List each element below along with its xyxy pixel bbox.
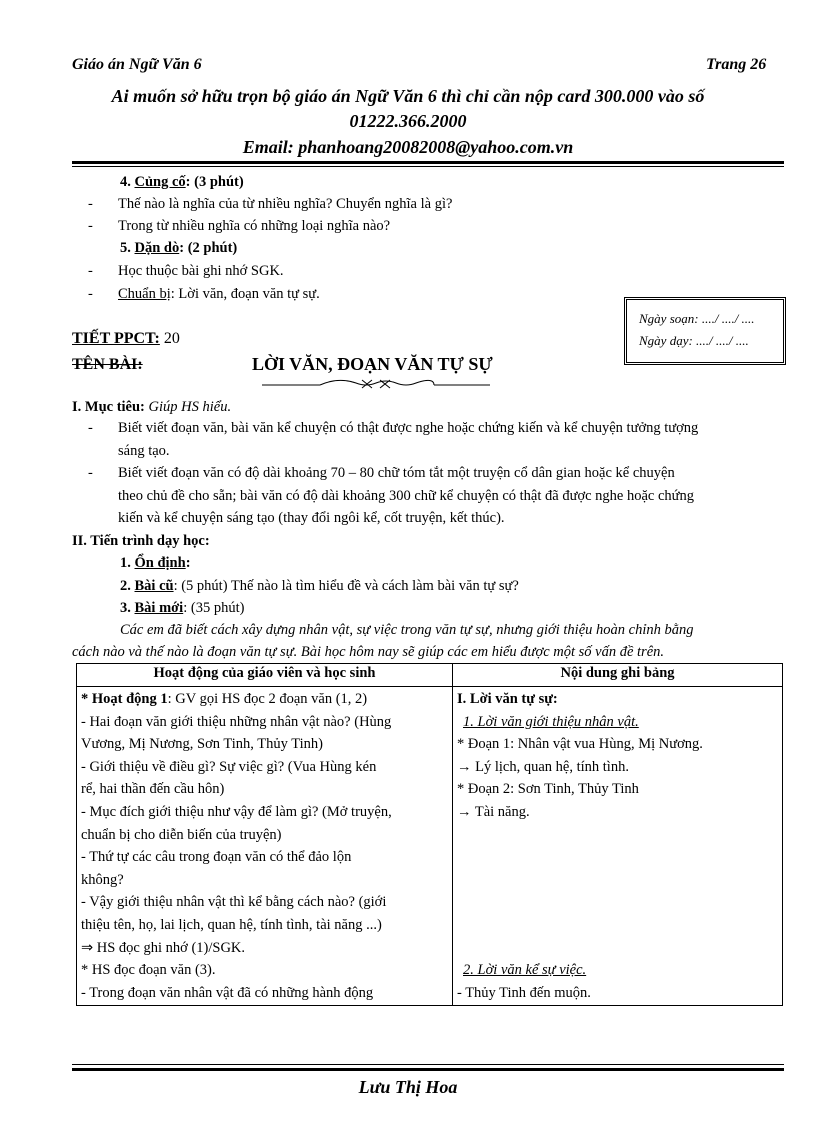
activity-line: ⇒ HS đọc ghi nhớ (1)/SGK.: [81, 939, 246, 956]
content-line: * Đoạn 1: Nhân vật vua Hùng, Mị Nương.: [457, 736, 703, 753]
activity-line: thiệu tên, họ, lai lịch, quan hệ, tính tình, tài năng ...): [81, 916, 382, 933]
content-line: [457, 846, 778, 869]
cungco-question-1: Thế nào là nghĩa của từ nhiều nghĩa? Chuyển nghĩa là gì?: [118, 196, 453, 212]
date-stamp-box: [624, 297, 786, 365]
header-promo-line1: Ai muốn sở hữu trọn bộ giáo án Ngữ Văn 6 thì chỉ cần nộp card 300.000 vào số: [111, 86, 705, 106]
bullet-dash: -: [88, 218, 93, 234]
objective-1-line1: Biết viết đoạn văn, bài văn kể chuyện có thật được nghe hoặc chứng kiến và kể chuyện tưởng tượng: [118, 420, 699, 436]
step-bai-cu: 2. Bài cũ: (5 phút) Thế nào là tìm hiểu đề và cách làm bài văn tự sự?: [120, 578, 519, 594]
activities-cell: [77, 687, 453, 1006]
page-number: Trang 26: [706, 56, 767, 73]
bullet-dash: -: [88, 465, 93, 481]
footer-rule-thick: [72, 1068, 784, 1071]
cungco-heading: 4. Củng cố: (3 phút): [120, 174, 244, 190]
header-promo-line2: 01222.366.2000: [349, 111, 467, 131]
content-line: - Thủy Tinh đến muộn.: [457, 984, 591, 1001]
content-line: [457, 824, 778, 847]
content-line: [457, 937, 778, 960]
activity-line: chuẩn bị cho diễn biến của truyện): [81, 826, 282, 843]
content-line: → Lý lịch, quan hệ, tính tình.: [457, 758, 629, 775]
activity-line: - Thứ tự các câu trong đoạn văn có thể đảo lộn: [81, 849, 352, 866]
ngay-soan: Ngày soạn: ..../ ..../ ....: [639, 311, 755, 326]
danjo-item-2: Chuẩn bị: Lời văn, đoạn văn tự sự.: [118, 286, 320, 302]
cungco-question-2: Trong từ nhiều nghĩa có những loại nghĩa nào?: [118, 218, 391, 234]
step-bai-moi: 3. Bài mới: (35 phút): [120, 600, 245, 616]
step-on-dinh: 1. Ổn định:: [120, 555, 191, 571]
activity-line: - Hai đoạn văn giới thiệu những nhân vật nào? (Hùng: [81, 713, 392, 730]
objective-2-line3: kiến và kể chuyện sáng tạo (thay đổi ngôi kể, cốt truyện, kết thúc).: [118, 510, 505, 526]
activity-table: [76, 663, 783, 1006]
bullet-dash: -: [88, 263, 93, 279]
col-content-header: Nội dung ghi bảng: [453, 664, 783, 687]
footer-author: Lưu Thị Hoa: [358, 1077, 458, 1097]
danjo-item-1: Học thuộc bài ghi nhớ SGK.: [118, 263, 284, 279]
content-line: [457, 914, 778, 937]
danjo-heading: 5. Dặn dò: (2 phút): [120, 240, 238, 256]
bullet-dash: -: [88, 196, 93, 212]
activity-line: - Trong đoạn văn nhân vật đã có những hành động: [81, 984, 374, 1001]
objective-2-line2: theo chủ đề cho sẵn; bài văn có độ dài khoảng 300 chữ kể chuyện có thật đã được nghe hoặc chứng: [118, 488, 695, 504]
bullet-dash: -: [88, 420, 93, 436]
activity-line: * HS đọc đoạn văn (3).: [81, 962, 216, 979]
content-line: 2. Lời văn kể sự việc.: [463, 962, 587, 979]
content-line: [457, 891, 778, 914]
content-cell: [453, 687, 783, 1006]
content-line: I. Lời văn tự sự:: [457, 691, 558, 707]
objective-1-line2: sáng tạo.: [118, 443, 170, 459]
activity-line: - Vậy giới thiệu nhân vật thì kể bằng cách nào? (giới: [81, 894, 387, 911]
table-header-row: [77, 664, 783, 687]
lesson-title: LỜI VĂN, ĐOẠN VĂN TỰ SỰ: [252, 354, 493, 374]
content-line: 1. Lời văn giới thiệu nhân vật.: [463, 713, 639, 730]
header-email[interactable]: Email: phanhoang20082008@yahoo.com.vn: [242, 137, 574, 157]
activity-line: không?: [81, 871, 124, 888]
content-line: [457, 869, 778, 892]
activity-line: * Hoạt động 1: GV gọi HS đọc 2 đoạn văn (1, 2): [81, 691, 368, 707]
activity-line: Vương, Mị Nương, Sơn Tinh, Thủy Tinh): [81, 736, 323, 753]
header-left: Giáo án Ngữ Văn 6: [72, 56, 202, 73]
table-row: [77, 687, 783, 1006]
content-line: * Đoạn 2: Sơn Tinh, Thủy Tinh: [457, 781, 639, 798]
process-heading: II. Tiến trình dạy học:: [72, 533, 210, 549]
tiet-ppct: TIẾT PPCT: 20: [72, 330, 180, 347]
footer-rule-thin: [72, 1064, 784, 1065]
objective-2-line1: Biết viết đoạn văn có độ dài khoảng 70 – 80 chữ tóm tắt một truyện cổ dân gian hoặc kể chuyện: [118, 465, 675, 481]
lesson-intro-line2: cách nào và thế nào là đoạn văn tự sự. Bài học hôm nay sẽ giúp các em hiểu được một số vấn đề trên.: [72, 644, 665, 660]
col-activities-header: Hoạt động của giáo viên và học sinh: [77, 664, 453, 687]
header-rule-thin: [72, 166, 784, 167]
activity-line: rể, hai thần đến cầu hôn): [81, 781, 225, 798]
title-ornament: [258, 374, 494, 392]
content-line: → Tài năng.: [457, 803, 530, 820]
header-rule-thick: [72, 161, 784, 164]
activity-line: - Mục đích giới thiệu như vậy để làm gì? (Mở truyện,: [81, 803, 392, 820]
ngay-day: Ngày dạy: ..../ ..../ ....: [639, 333, 749, 348]
lesson-intro-line1: Các em đã biết cách xây dựng nhân vật, sự việc trong văn tự sự, nhưng giới thiệu hoàn chỉnh bằng: [120, 622, 694, 638]
activity-line: - Giới thiệu về điều gì? Sự việc gì? (Vua Hùng kén: [81, 758, 377, 775]
ten-bai-label: TÊN BÀI:: [72, 356, 143, 373]
bullet-dash: -: [88, 286, 93, 302]
objectives-heading: I. Mục tiêu: Giúp HS hiểu.: [72, 399, 232, 415]
